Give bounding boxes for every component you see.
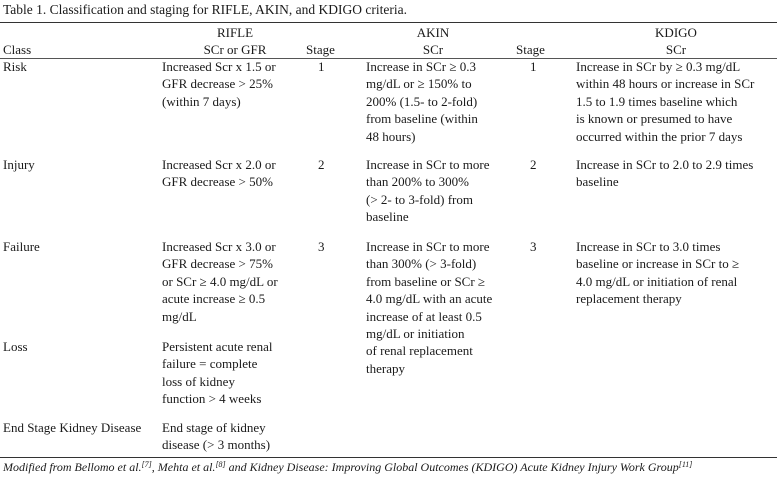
header-rifle: RIFLE	[216, 25, 254, 40]
table-footnote: Modified from Bellomo et al.[7], Mehta et al.[8] and Kidney Disease: Improving Global Outcomes (KDIGO) Acute Kidney Injury Work Group[11]	[3, 460, 693, 474]
kdigo-cell: Increase in SCr by ≥ 0.3 mg/dL within 48 hours or increase in SCr 1.5 to 1.9 times baseline which is known or presumed to have occurred within the prior 7 days	[576, 59, 755, 144]
kdigo-stage-cell: 1	[530, 59, 537, 74]
rifle-cell: Increased Scr x 1.5 or GFR decrease > 25% (within 7 days)	[162, 59, 276, 109]
class-cell: Loss	[3, 339, 28, 354]
akin-stage-cell: 3	[318, 239, 325, 254]
header-stage-kdigo: Stage	[516, 42, 545, 57]
akin-stage-cell: 1	[318, 59, 325, 74]
table-top-rule	[0, 22, 777, 23]
rifle-cell: Increased Scr x 3.0 or GFR decrease > 75% or SCr ≥ 4.0 mg/dL or acute increase ≥ 0.5 mg/dL	[162, 239, 278, 324]
akin-cell: Increase in SCr to more than 300% (> 3-fold) from baseline or SCr ≥ 4.0 mg/dL with an acute increase of at least 0.5 mg/dL or initiation of renal replacement therapy	[366, 239, 493, 376]
header-kdigo-sub: SCr	[665, 42, 687, 57]
header-akin: AKIN	[416, 25, 450, 40]
akin-cell: Increase in SCr ≥ 0.3 mg/dL or ≥ 150% to 200% (1.5- to 2-fold) from baseline (within 48 hours)	[366, 59, 478, 144]
class-cell: Failure	[3, 239, 40, 254]
header-kdigo: KDIGO	[655, 25, 697, 40]
kdigo-cell: Increase in SCr to 2.0 to 2.9 times baseline	[576, 157, 754, 190]
header-rifle-sub: SCr or GFR	[203, 42, 267, 57]
class-cell: Injury	[3, 157, 35, 172]
table-bottom-rule	[0, 457, 777, 458]
akin-stage-cell: 2	[318, 157, 325, 172]
header-stage-akin: Stage	[306, 42, 335, 57]
header-akin-sub: SCr	[422, 42, 444, 57]
kdigo-stage-cell: 3	[530, 239, 537, 254]
rifle-cell: End stage of kidney disease (> 3 months)	[162, 420, 271, 453]
rifle-cell: Increased Scr x 2.0 or GFR decrease > 50%	[162, 157, 276, 190]
table-caption: Table 1. Classification and staging for RIFLE, AKIN, and KDIGO criteria.	[3, 2, 407, 17]
rifle-cell: Persistent acute renal failure = complete loss of kidney function > 4 weeks	[162, 339, 273, 407]
kdigo-cell: Increase in SCr to 3.0 times baseline or increase in SCr to ≥ 4.0 mg/dL or initiation of renal replacement therapy	[576, 239, 740, 307]
class-cell: Risk	[3, 59, 27, 74]
class-cell: End Stage Kidney Disease	[3, 420, 142, 435]
akin-cell: Increase in SCr to more than 200% to 300% (> 2- to 3-fold) from baseline	[366, 157, 490, 225]
kdigo-stage-cell: 2	[530, 157, 537, 172]
header-class: Class	[3, 42, 32, 57]
